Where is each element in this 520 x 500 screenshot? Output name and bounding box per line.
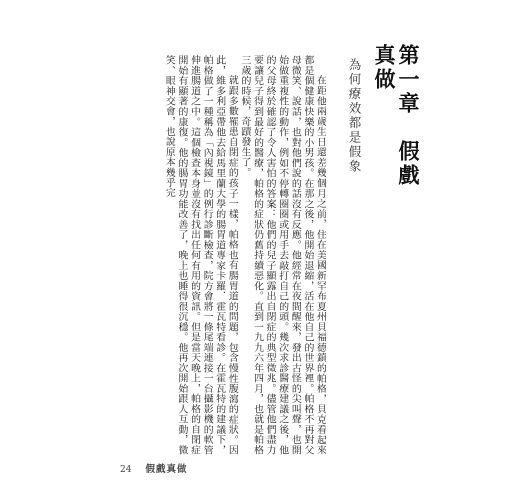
paragraph: 就跟多數罹患自閉症的孩子一樣，帕格也有腸胃道的問題，包含慢性腹瀉的症狀。因此，維多利亞帶他去給馬里蘭大學的腸胃道專家卡羅．霍瓦特看診。在霍瓦特的建議下，帕格做了一種稱為「內視鏡」的例行診斷檢查，院方會將一條尾端連接一台攝影機的軟管伸進腸道之中。這個檢查本身並沒有找出任何有用的資訊。但是當天晚上，帕格的自閉症開始有顯著的康復。他的腸胃功能改善了，晚上也睡得很沉穩。他再次開始跟人互動，微笑、眼神交會，也說原本幾乎完	[163, 55, 238, 455]
chapter-heading	[330, 44, 420, 194]
running-title: 假戲真做	[145, 464, 188, 475]
chapter-title: 第一章 假戲真做	[372, 44, 421, 188]
page-footer	[120, 461, 187, 475]
page-number: 24	[120, 465, 132, 475]
body-text	[118, 55, 326, 455]
chapter-subtitle: 為何療效都是假象	[347, 58, 362, 174]
paragraph: 在距他兩歲生日還差幾個月之前，住在美國新罕布夏州貝福德鎮的帕格，貝克看起來都是個健康快樂的小男孩。在那之後，他開始退縮，活在他自己的世界裡。帕格不再對父母微笑、說話，也對他們說的話沒有反應。他經常在夜間醒來，發出古怪的尖叫聲，也開始做重複性的動作，例如不停轉圈圈或用手去敲打自己的頭。幾次求診醫療建議之後，他的父母終於確認了令人害怕的答案：他們的兒子顯露出自閉症的典型徵兆。儘管他們盡力要讓兒子得到最好的醫療，帕格的症狀仍舊持續惡化。直到一九九六年四月，也就是帕格三歲的時候，奇蹟發生了。	[239, 55, 326, 455]
